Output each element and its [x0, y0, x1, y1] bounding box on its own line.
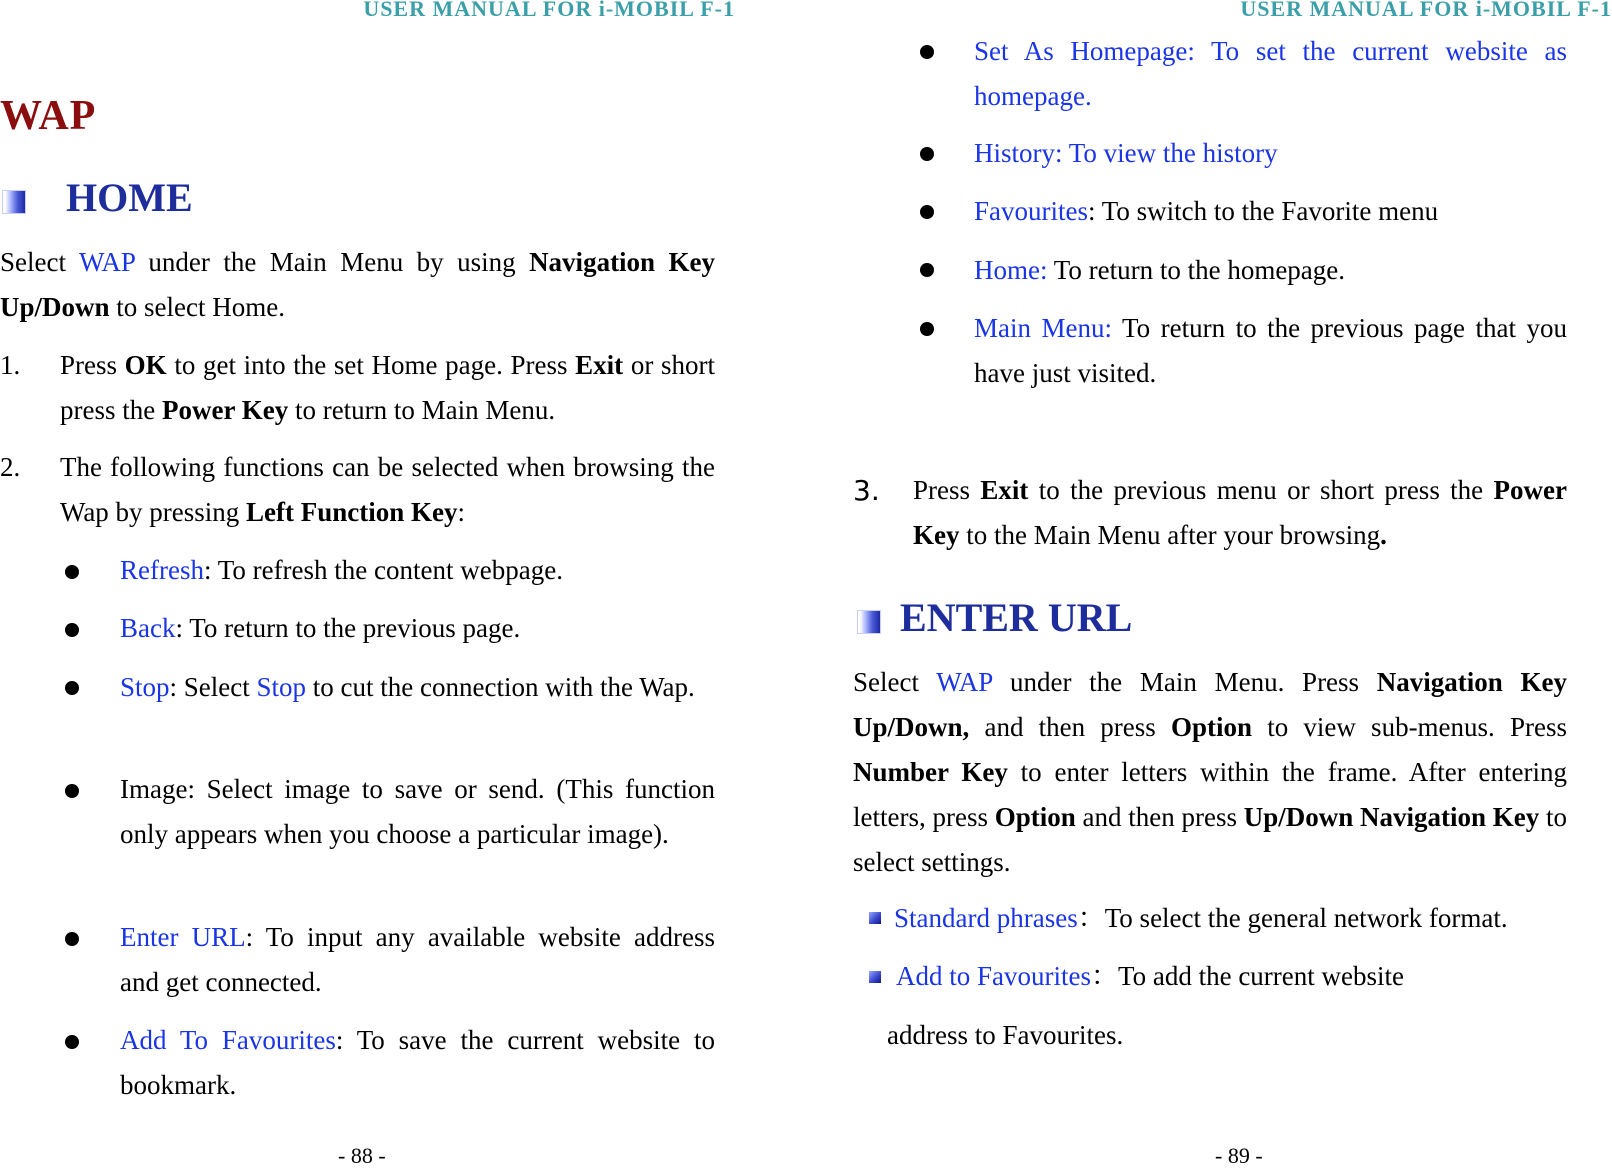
bullet-dot-icon [65, 623, 79, 637]
step-number: 1. [0, 350, 21, 380]
running-head-right: USER MANUAL FOR i-MOBIL F-1 [1240, 0, 1612, 21]
page-left [0, 0, 735, 1168]
step-3-text: Press Exit to the previous menu or short press the Power Key to the Main Menu after your browsing. [913, 475, 1567, 550]
bullet-dot-icon [920, 147, 934, 161]
section-title-home: HOME [66, 175, 193, 220]
bullet-favourites: Favourites: To switch to the Favorite menu [974, 196, 1439, 226]
section-bullet-icon [857, 610, 881, 634]
step-1-text: Press OK to get into the set Home page. Press Exit or short press the Power Key to return to Main Menu. [60, 350, 715, 425]
bullet-dot-icon [65, 565, 79, 579]
bullet-back: Back: To return to the previous page. [120, 613, 521, 643]
step-number: 3. [853, 474, 880, 507]
bullet-refresh: Refresh: To refresh the content webpage. [120, 555, 563, 585]
sub-item-standard-phrases: Standard phrases：To select the general network format. [894, 903, 1508, 933]
bullet-dot-icon [920, 45, 934, 59]
bullet-add-to-favourites: Add To Favourites: To save the current website to bookmark. [120, 1025, 715, 1100]
running-head-left: USER MANUAL FOR i-MOBIL F-1 [363, 0, 735, 21]
sub-item-add-to-favourites-cont: address to Favourites. [887, 1020, 1124, 1050]
step-number: 2. [0, 452, 21, 482]
nav-key-term: Navigation Key Up/Down [0, 247, 716, 322]
bullet-dot-icon [65, 784, 79, 798]
bullet-history: History: To view the history [974, 138, 1278, 168]
bullet-set-homepage: Set As Homepage: To set the current website as homepage. [974, 36, 1567, 111]
diamond-bullet-icon [869, 912, 881, 924]
page-number-right: - 89 - [1215, 1143, 1263, 1168]
bullet-enter-url: Enter URL: To input any available website address and get connected. [120, 922, 715, 997]
bullet-home: Home: To return to the homepage. [974, 255, 1346, 285]
bullet-dot-icon [920, 322, 934, 336]
bullet-dot-icon [65, 932, 79, 946]
chapter-title: WAP [0, 93, 97, 139]
section-title-enter-url: ENTER URL [900, 595, 1133, 640]
section-bullet-icon [2, 190, 26, 214]
page-number-left: - 88 - [338, 1143, 386, 1168]
bullet-main-menu: Main Menu: To return to the previous page that you have just visited. [974, 313, 1567, 388]
bullet-dot-icon [920, 263, 934, 277]
sub-item-add-to-favourites: Add to Favourites：To add the current website [896, 961, 1405, 991]
bullet-dot-icon [65, 1035, 79, 1049]
bullet-dot-icon [920, 205, 934, 219]
wap-term: WAP [78, 247, 135, 277]
bullet-dot-icon [65, 681, 79, 695]
step-2-text: The following functions can be selected when browsing the Wap by pressing Left Function Key: [60, 452, 715, 527]
enter-url-paragraph: Select WAP under the Main Menu. Press Navigation Key Up/Down, and then press Option to view sub-menus. Press Number Key to enter letters within the frame. After entering letters, press Option and then press Up/Down Navigation Key to select settings. [853, 667, 1568, 877]
diamond-bullet-icon [869, 971, 881, 983]
page-right [853, 0, 1612, 1168]
bullet-stop: Stop: Select Stop to cut the connection with the Wap. [120, 672, 695, 702]
intro-paragraph: Select WAP under the Main Menu by using Navigation Key Up/Down to select Home. [0, 247, 716, 322]
bullet-image: Image: Select image to save or send. (This function only appears when you choose a particular image). [120, 774, 715, 849]
